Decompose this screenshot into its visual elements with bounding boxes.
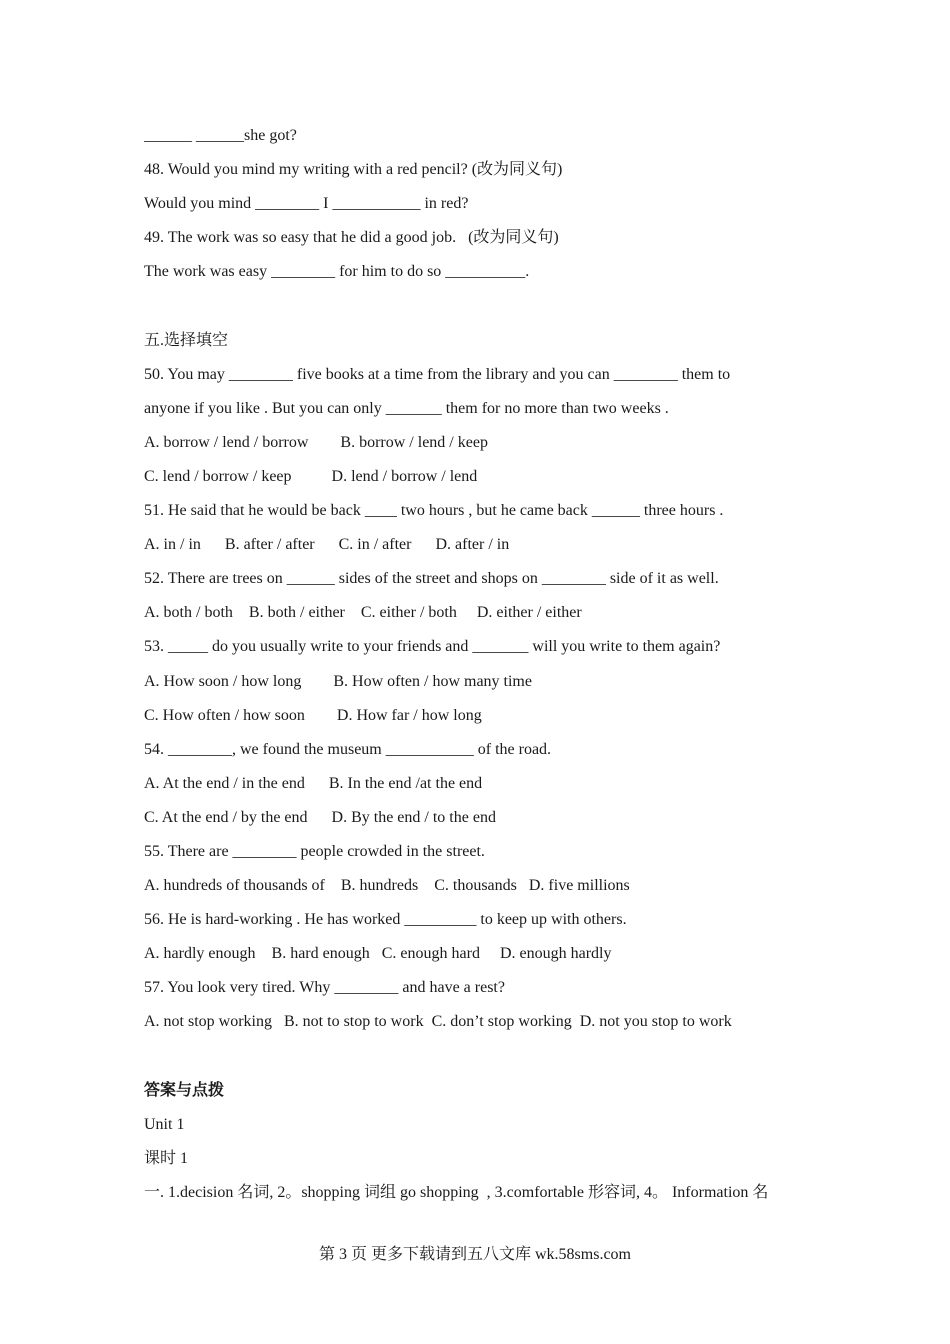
text-line-q52: 52. There are trees on ______ sides of the street and shops on ________ side of it as well. <box>144 570 719 588</box>
text-line-q57: 57. You look very tired. Why ________ and have a rest? <box>144 979 505 997</box>
text-line-lesson: 课时 1 <box>144 1149 189 1167</box>
text-line-unit: Unit 1 <box>144 1115 185 1133</box>
text-line-q47-answer: ______ ______she got? <box>144 127 297 144</box>
text-line-q49: 49. The work was so easy that he did a good job. (改为同义句) <box>144 229 559 247</box>
text-line-q53: 53. _____ do you usually write to your friends and _______ will you write to them again? <box>144 638 721 656</box>
text-line-q48-answer: Would you mind ________ I ___________ in red? <box>144 195 469 213</box>
blank-line <box>144 294 824 328</box>
text-line-q50: 50. You may ________ five books at a time from the library and you can ________ them to <box>144 365 731 383</box>
section-heading-multiple-choice: 五.选择填空 <box>144 331 229 349</box>
text-line-q51-options: A. in / in B. after / after C. in / after D. after / in <box>144 536 510 554</box>
text-line-q50-options-cd: C. lend / borrow / keep D. lend / borrow / lend <box>144 467 478 485</box>
blank-line <box>144 1045 824 1079</box>
text-line-q50-options-ab: A. borrow / lend / borrow B. borrow / lend / keep <box>144 433 488 451</box>
text-line-q52-options: A. both / both B. both / either C. either / both D. either / either <box>144 604 582 622</box>
text-line-q57-options: A. not stop working B. not to stop to work C. don’t stop working D. not you stop to work <box>144 1013 732 1031</box>
page-footer: 第 3 页 更多下载请到五八文库 wk.58sms.com <box>318 1246 631 1263</box>
text-line-q54-options-ab: A. At the end / in the end B. In the end /at the end <box>144 774 483 792</box>
text-line-q48: 48. Would you mind my writing with a red pencil? (改为同义句) <box>144 161 563 179</box>
section-heading-answers: 答案与点拨 <box>144 1081 225 1099</box>
text-line-q55-options: A. hundreds of thousands of B. hundreds C. thousands D. five millions <box>144 877 630 895</box>
text-line-q51: 51. He said that he would be back ____ two hours , but he came back ______ three hours . <box>144 502 724 520</box>
text-line-q50-cont: anyone if you like . But you can only _______ them for no more than two weeks . <box>144 399 669 417</box>
text-line-q49-answer: The work was easy ________ for him to do so __________. <box>144 263 530 281</box>
text-line-q56-options: A. hardly enough B. hard enough C. enough hard D. enough hardly <box>144 945 612 963</box>
text-line-q55: 55. There are ________ people crowded in the street. <box>144 842 485 860</box>
text-line-q53-options-cd: C. How often / how soon D. How far / how long <box>144 706 482 724</box>
text-line-q56: 56. He is hard-working . He has worked _________ to keep up with others. <box>144 911 627 929</box>
text-line-q54-options-cd: C. At the end / by the end D. By the end / to the end <box>144 808 496 826</box>
text-line-q54: 54. ________, we found the museum ___________ of the road. <box>144 740 552 758</box>
text-line-q53-options-ab: A. How soon / how long B. How often / how many time <box>144 672 532 690</box>
page-content <box>144 124 824 1215</box>
text-line-answer-1: 一. 1.decision 名词, 2。shopping 词组 go shopping , 3.comfortable 形容词, 4。 Information 名 <box>144 1183 769 1201</box>
